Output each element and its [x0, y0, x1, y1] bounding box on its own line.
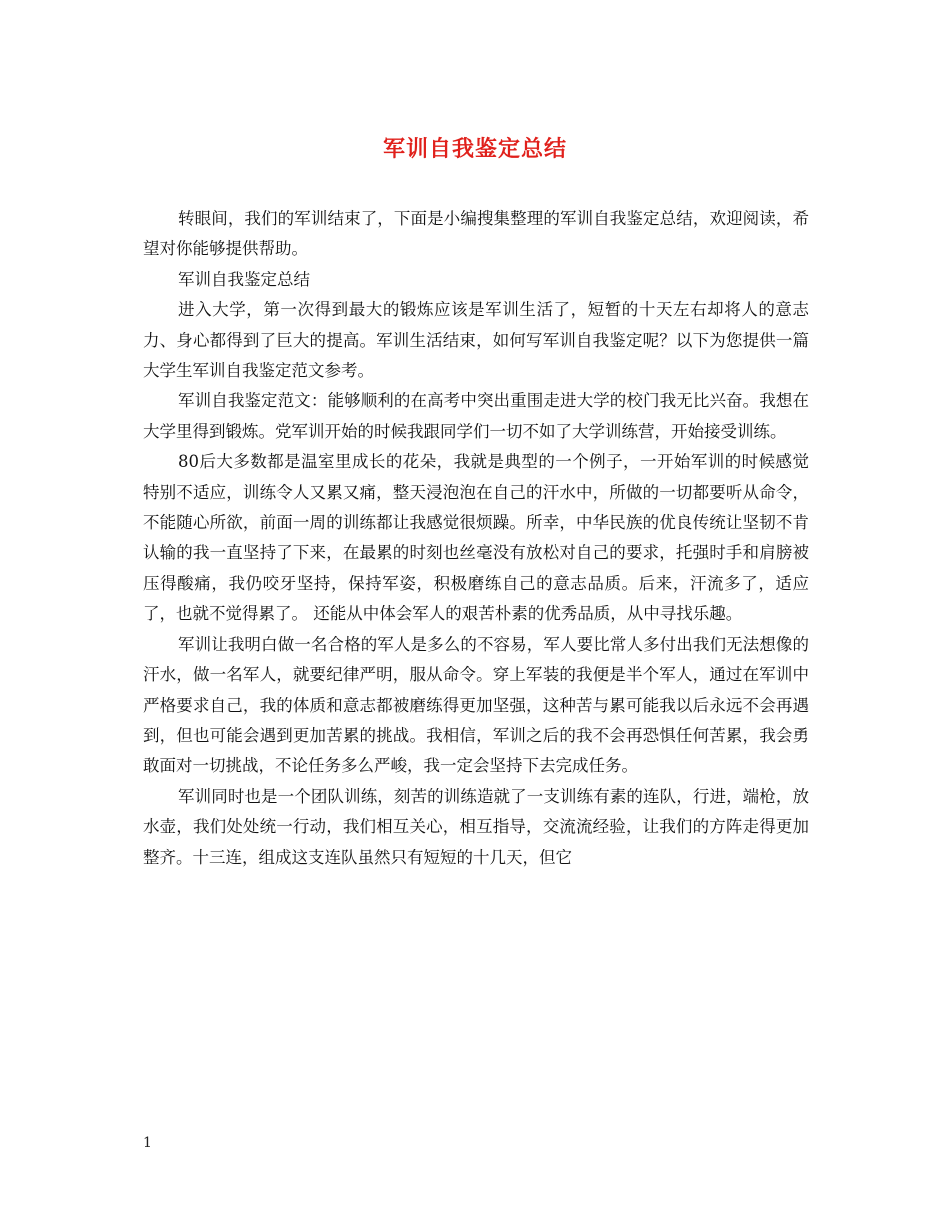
paragraph-team-training: 军训同时也是一个团队训练，刻苦的训练造就了一支训练有素的连队，行进，端枪，放水壶，我们处处统一行动，我们相互关心，相互指导，交流流经验，让我们的方阵走得更加整齐。十三连，组成这支连队虽然只有短短的十几天，但它 [143, 786, 809, 867]
document-title: 军训自我鉴定总结 [382, 136, 567, 162]
paragraph-subheading: 军训自我鉴定总结 [178, 269, 310, 289]
paragraph-soldier-lesson: 军训让我明白做一名合格的军人是多么的不容易，军人要比常人多付出我们无法想像的汗水，做一名军人，就要纪律严明，服从命令。穿上军装的我便是半个军人，通过在军训中严格要求自己，我的体质和意志都被磨练得更加坚强，这种苦与累可能我以后永远不会再遇到，但也可能会遇到更加苦累的挑战。我相信，军训之后的我不会再恐惧任何苦累，我会勇敢面对一切挑战，不论任务多么严峻，我一定会坚持下去完成任务。 [143, 634, 809, 776]
paragraph-adaptation: 80后大多数都是温室里成长的花朵，我就是典型的一个例子，一开始军训的时候感觉特别不适应，训练令人又累又痛，整天浸泡泡在自己的汗水中，所做的一切都要听从命令，不能随心所欲，前面一周的训练都让我感觉很烦躁。所幸，中华民族的优良传统让坚韧不肯认输的我一直坚持了下来，在最累的时刻也丝毫没有放松对自己的要求，托强时手和肩膀被压得酸痛，我仍咬牙坚持，保持军姿，积极磨练自己的意志品质。后来，汗流多了，适应了，也就不觉得累了。 还能从中体会军人的艰苦朴素的优秀品质，从中寻找乐趣。 [143, 452, 809, 624]
paragraph-sample-essay: 军训自我鉴定范文：能够顺利的在高考中突出重围走进大学的校门我无比兴奋。我想在大学里得到锻炼。党军训开始的时候我跟同学们一切不如了大学训练营，开始接受训练。 [143, 391, 809, 441]
page-number: 1 [143, 1135, 152, 1151]
document-body [143, 204, 809, 873]
paragraph-intro: 转眼间，我们的军训结束了，下面是小编搜集整理的军训自我鉴定总结，欢迎阅读，希望对你能够提供帮助。 [143, 209, 809, 259]
paragraph-college-training: 进入大学，第一次得到最大的锻炼应该是军训生活了，短暂的十天左右却将人的意志力、身心都得到了巨大的提高。军训生活结束，如何写军训自我鉴定呢？以下为您提供一篇大学生军训自我鉴定范文参考。 [143, 300, 809, 381]
